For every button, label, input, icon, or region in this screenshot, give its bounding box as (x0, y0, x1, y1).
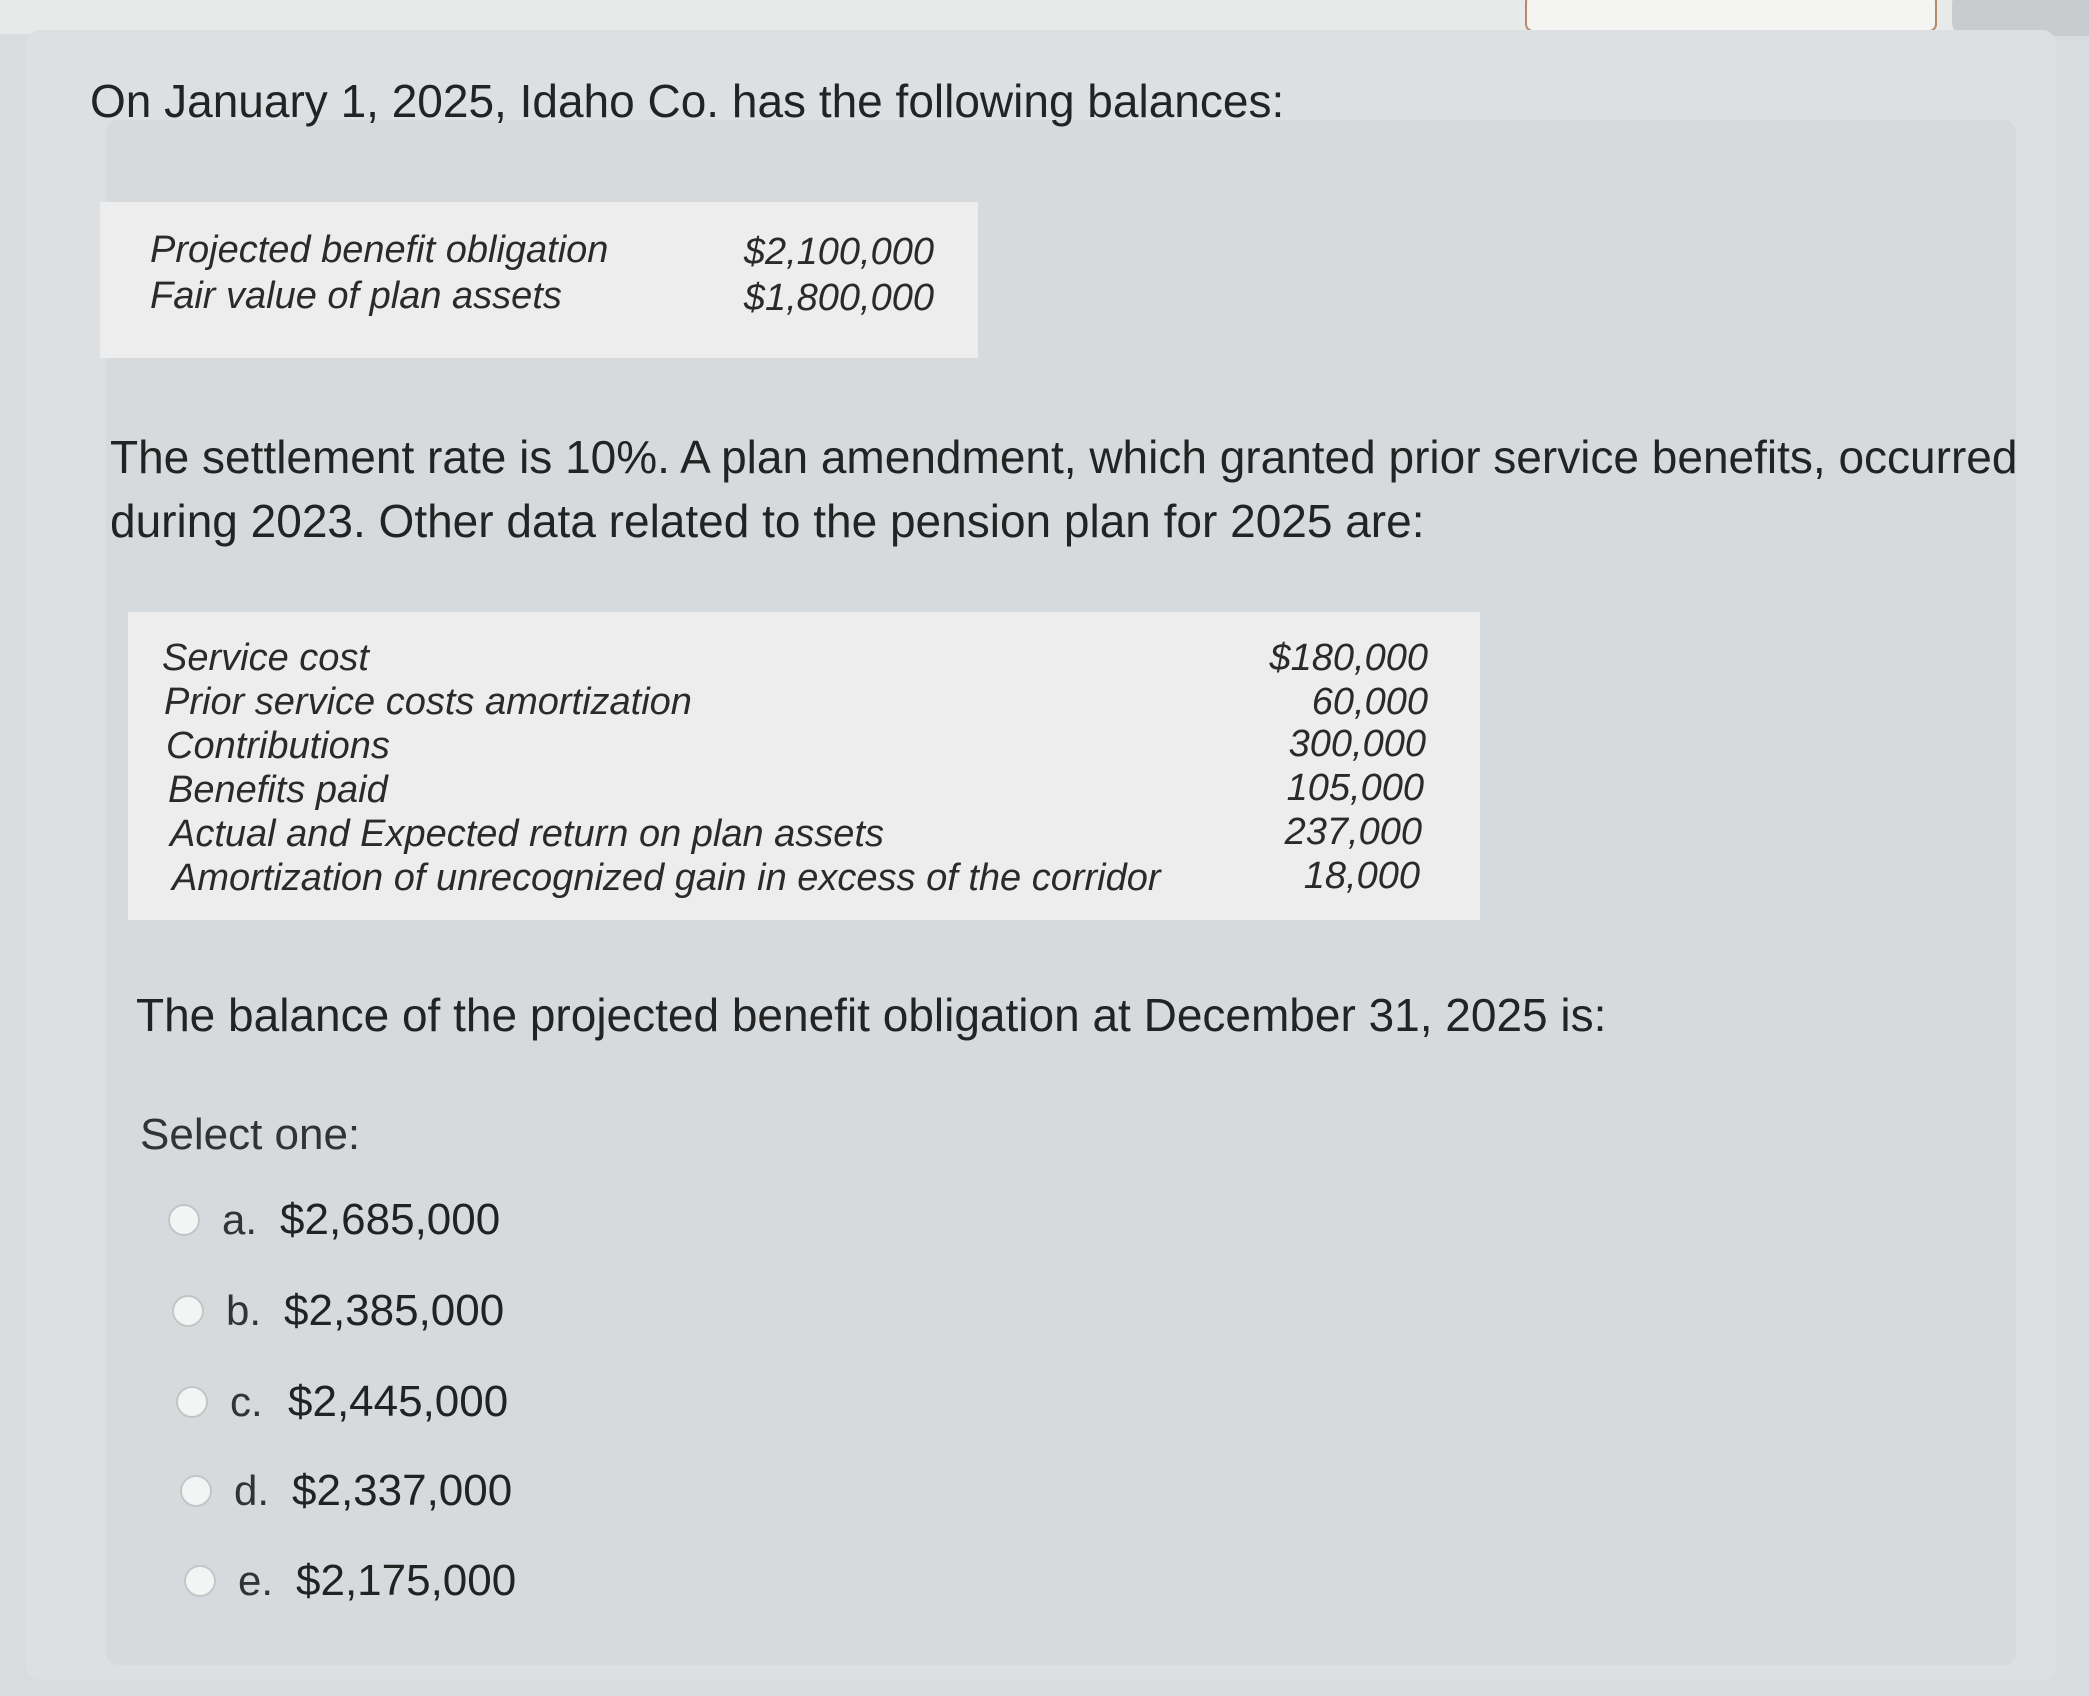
plan-data-value: $180,000 (1269, 637, 1428, 679)
option-letter: c. (230, 1378, 263, 1425)
option-value: $2,385,000 (284, 1286, 505, 1335)
plan-data-label: Contributions (166, 725, 390, 767)
answer-option-d[interactable] (180, 1459, 512, 1523)
option-letter: e. (238, 1557, 274, 1604)
option-value: $2,445,000 (288, 1377, 509, 1426)
option-letter: b. (226, 1287, 262, 1334)
plan-data-value: 300,000 (1288, 723, 1426, 765)
answer-option-c[interactable] (176, 1370, 508, 1434)
plan-data-label: Actual and Expected return on plan assets (170, 813, 885, 855)
question-intro: On January 1, 2025, Idaho Co. has the following balances: (90, 75, 1285, 127)
plan-data-value: 60,000 (1311, 681, 1428, 723)
option-letter: a. (222, 1196, 258, 1243)
answer-option-e[interactable] (184, 1549, 516, 1613)
question-prompt: The balance of the projected benefit obligation at December 31, 2025 is: (136, 989, 1607, 1041)
balance-value: $1,800,000 (743, 277, 934, 319)
question-paragraph-line2: during 2023. Other data related to the pension plan for 2025 are: (110, 495, 1425, 547)
option-value: $2,685,000 (280, 1195, 501, 1244)
top-field[interactable] (1525, 0, 1937, 32)
select-one-label: Select one: (140, 1110, 361, 1159)
question-paragraph-line1: The settlement rate is 10%. A plan amendment, which granted prior service benefits, occurred (110, 431, 2018, 483)
answer-option-b[interactable] (172, 1279, 504, 1343)
plan-data-label: Prior service costs amortization (164, 681, 692, 723)
balance-value: $2,100,000 (743, 231, 934, 273)
plan-data-value: 18,000 (1303, 855, 1420, 897)
plan-data-label: Service cost (162, 637, 369, 679)
option-value: $2,175,000 (296, 1556, 517, 1605)
balances-table (100, 202, 978, 358)
balance-label: Projected benefit obligation (150, 229, 609, 271)
plan-data-label: Amortization of unrecognized gain in excess of the corridor (172, 857, 1161, 899)
option-value: $2,337,000 (292, 1466, 513, 1515)
radio-button[interactable] (172, 1295, 204, 1327)
radio-button[interactable] (176, 1386, 208, 1418)
radio-button[interactable] (184, 1565, 216, 1597)
plan-data-value: 237,000 (1284, 811, 1422, 853)
balance-label: Fair value of plan assets (150, 275, 562, 317)
radio-button[interactable] (180, 1475, 212, 1507)
plan-data-table (128, 612, 1480, 920)
answer-option-a[interactable] (168, 1188, 500, 1252)
option-letter: d. (234, 1467, 270, 1514)
plan-data-value: 105,000 (1286, 767, 1424, 809)
plan-data-label: Benefits paid (168, 769, 388, 811)
radio-button[interactable] (168, 1204, 200, 1236)
